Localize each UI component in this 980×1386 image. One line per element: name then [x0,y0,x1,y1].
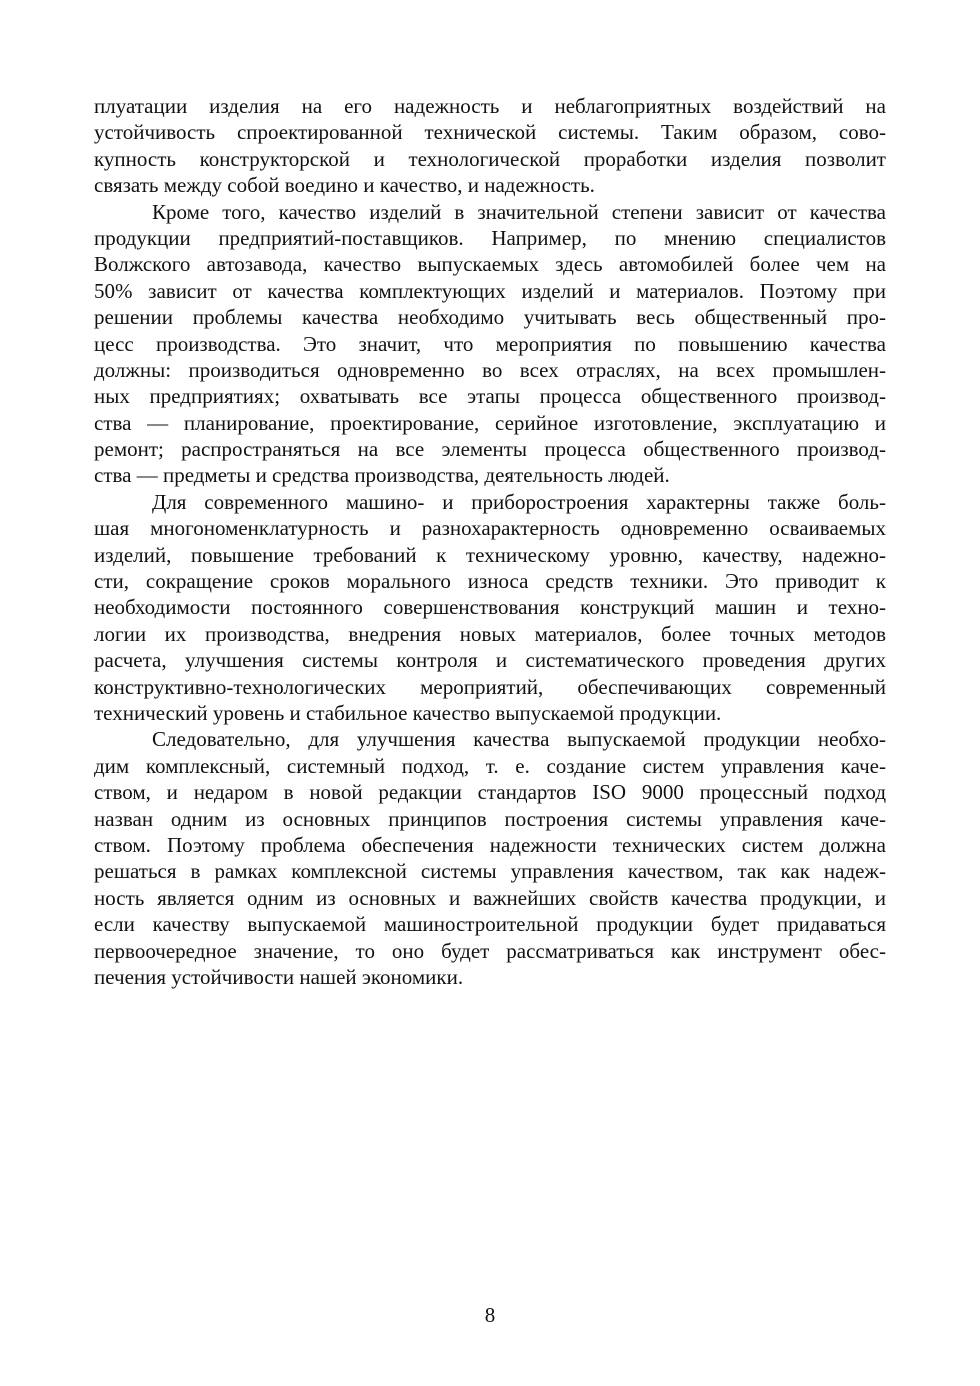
page-number: 8 [484,1303,496,1327]
page-body [94,93,886,990]
text-line: ных предприятиях; охватывать все этапы процесса общественного производ- [94,384,886,409]
text-line: изделий, повышение требований к техническому уровню, качеству, надежно- [94,542,886,567]
text-line: логии их производства, внедрения новых материалов, более точных методов [94,621,886,646]
text-line: связать между собой воедино и качество, и надежность. [94,173,595,198]
text-line: дим комплексный, системный подход, т. е. создание систем управления каче- [94,753,886,778]
text-line: Для современного машино- и приборостроения характерны также боль- [152,489,886,514]
paragraph-2 [94,199,886,489]
text-line: купность конструкторской и технологической проработки изделия позволит [94,146,886,171]
text-line: технический уровень и стабильное качество выпускаемой продукции. [94,700,722,725]
text-line: решаться в рамках комплексной системы управления качеством, так как надеж- [94,859,886,884]
paragraph-1 [94,93,886,199]
text-line: должны: производиться одновременно во всех отраслях, на всех промышлен- [94,357,886,382]
text-line: если качеству выпускаемой машиностроительной продукции будет придаваться [94,912,886,937]
text-line: ремонт; распространяться на все элементы процесса общественного производ- [94,437,886,462]
text-line: Следовательно, для улучшения качества выпускаемой продукции необхо- [152,727,886,752]
text-line: Волжского автозавода, качество выпускаемых здесь автомобилей более чем на [94,252,886,277]
text-line: плуатации изделия на его надежность и неблагоприятных воздействий на [94,94,886,118]
text-line: необходимости постоянного совершенствования конструкций машин и техно- [94,595,886,620]
text-line: ством. Поэтому проблема обеспечения надежности технических систем должна [94,832,886,857]
text-line: расчета, улучшения системы контроля и систематического проведения других [94,648,886,673]
text-line: цесс производства. Это значит, что мероприятия по повышению качества [94,331,886,356]
text-line: Кроме того, качество изделий в значительной степени зависит от качества [152,199,886,224]
text-line: ства — планирование, проектирование, серийное изготовление, эксплуатацию и [94,410,886,435]
text-line: 50% зависит от качества комплектующих изделий и материалов. Поэтому при [94,278,886,303]
text-line: сти, сокращение сроков морального износа средств техники. Это приводит к [94,569,886,594]
text-line: ность является одним из основных и важнейших свойств качества продукции, и [94,885,886,910]
text-line: ства — предметы и средства производства, деятельность людей. [94,463,670,488]
text-line: назван одним из основных принципов построения системы управления каче- [94,806,886,831]
text-line: первоочередное значение, то оно будет рассматриваться как инструмент обес- [94,938,886,963]
text-line: решении проблемы качества необходимо учитывать весь общественный про- [94,305,886,330]
paragraph-3 [94,489,886,727]
text-line: шая многономенклатурность и разнохарактерность одновременно осваиваемых [94,516,886,541]
paragraph-4 [94,726,886,990]
text-line: ством, и недаром в новой редакции стандартов ISO 9000 процессный подход [94,780,886,805]
text-line: печения устойчивости нашей экономики. [94,964,464,989]
text-line: устойчивость спроектированной технической системы. Таким образом, сово- [94,120,886,145]
text-line: продукции предприятий-поставщиков. Например, по мнению специалистов [94,225,886,250]
text-line: конструктивно-технологических мероприятий, обеспечивающих современный [94,674,886,699]
